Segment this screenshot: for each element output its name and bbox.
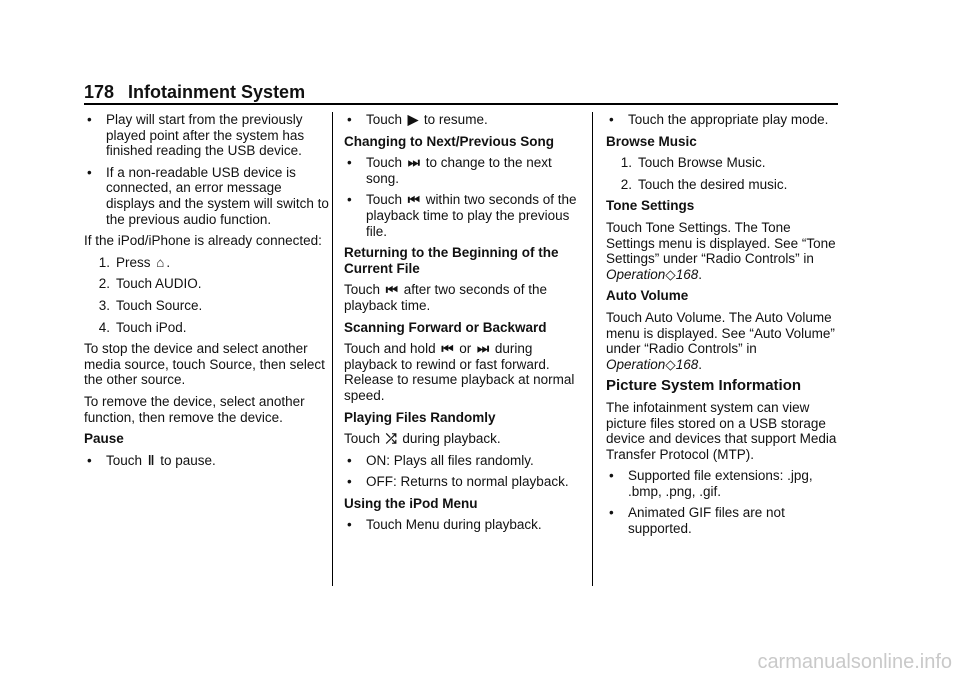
- pause-icon: ‖: [147, 452, 155, 468]
- next-track-icon: ⏭: [477, 341, 490, 357]
- section-heading: Returning to the Beginning of the Current File: [344, 245, 559, 276]
- list-item: • Animated GIF files are not supported.: [609, 505, 785, 537]
- cross-reference-link[interactable]: Operation: [606, 266, 666, 282]
- section-heading: Using the iPod Menu: [344, 495, 478, 511]
- page-ref-icon: ◇: [665, 266, 676, 282]
- cross-reference-link[interactable]: Operation: [606, 356, 666, 372]
- page-reference[interactable]: 168: [675, 266, 699, 282]
- list-item: • OFF: Returns to normal playback.: [347, 474, 569, 490]
- list-item: • If a non-readable USB device is connected, an error message displays and the system will switch to the previous audio function.: [87, 164, 329, 227]
- paragraph: Touch ⤮ during playback.: [344, 431, 501, 447]
- section-heading-pause: Pause: [84, 431, 124, 447]
- home-icon: ⌂: [156, 254, 165, 270]
- section-heading: Browse Music: [606, 133, 697, 149]
- list-item: • Play will start from the previously played point after the system has finished reading the USB device.: [87, 112, 305, 159]
- list-item: • Touch ▶ to resume.: [347, 112, 488, 127]
- page-title: Infotainment System: [128, 82, 306, 102]
- section-heading: Auto Volume: [606, 288, 689, 304]
- next-track-icon: ⏭: [407, 155, 420, 171]
- header-rule: [84, 103, 838, 105]
- section-heading: Playing Files Randomly: [344, 409, 496, 425]
- list-item: • Touch ⏭ to change to the next song.: [347, 155, 552, 186]
- paragraph: Touch and hold ⏮ or ⏭ during playback to rewind or fast forward. Release to resume playback at normal speed.: [344, 341, 575, 403]
- list-item: • ON: Plays all files randomly.: [347, 452, 534, 468]
- paragraph: To stop the device and select another media source, touch Source, then select the other source.: [84, 341, 325, 388]
- list-item: • Touch the appropriate play mode.: [609, 112, 829, 127]
- page-reference[interactable]: 168: [675, 356, 699, 372]
- step-item: 3. Touch Source.: [98, 297, 203, 313]
- paragraph: The infotainment system can view picture files stored on a USB storage device and devices that support Media Transfer Protocol (MTP).: [606, 399, 837, 462]
- section-heading: Changing to Next/Previous Song: [344, 133, 555, 149]
- column-divider-1: [332, 112, 333, 586]
- column-3: [606, 112, 842, 543]
- paragraph: Touch Auto Volume. The Auto Volume menu is displayed. See “Auto Volume” under “Radio Controls” in Operation◇168.: [606, 309, 835, 372]
- column-2: [344, 112, 584, 539]
- list-item: • Touch Menu during playback.: [347, 517, 542, 533]
- step-item: 4. Touch iPod.: [98, 319, 187, 335]
- list-item: • Touch ‖ to pause.: [87, 452, 216, 468]
- step-item: 1. Press ⌂ .: [98, 254, 171, 270]
- section-heading: Scanning Forward or Backward: [344, 319, 547, 335]
- column-1: [84, 112, 330, 474]
- paragraph: If the iPod/iPhone is already connected:: [84, 233, 322, 249]
- shuffle-icon: ⤮: [385, 431, 397, 447]
- paragraph: To remove the device, select another function, then remove the device.: [84, 393, 305, 425]
- watermark: carmanualsonline.info: [757, 651, 952, 673]
- previous-track-icon: ⏮: [407, 192, 420, 208]
- paragraph: Touch Tone Settings. The Tone Settings menu is displayed. See “Tone Settings” under “Radio Controls” in Operation◇168.: [606, 219, 836, 282]
- column-divider-2: [592, 112, 593, 586]
- step-item: 1. Touch Browse Music.: [620, 155, 766, 171]
- play-icon: ▶: [407, 112, 419, 127]
- list-item: • Touch ⏮ within two seconds of the playback time to play the previous file.: [347, 192, 577, 239]
- section-heading-large: Picture System Information: [606, 377, 802, 395]
- previous-track-icon: ⏮: [441, 341, 454, 357]
- section-heading: Tone Settings: [606, 198, 695, 214]
- page-header: [84, 82, 305, 103]
- paragraph: Touch ⏮ after two seconds of the playback time.: [344, 282, 548, 313]
- step-item: 2. Touch AUDIO.: [98, 276, 202, 292]
- page-ref-icon: ◇: [665, 356, 676, 372]
- list-item: • Supported file extensions: .jpg, .bmp, .png, .gif.: [609, 468, 813, 499]
- step-item: 2. Touch the desired music.: [620, 176, 788, 192]
- page-number: 178: [84, 82, 115, 102]
- previous-track-icon: ⏮: [385, 282, 398, 298]
